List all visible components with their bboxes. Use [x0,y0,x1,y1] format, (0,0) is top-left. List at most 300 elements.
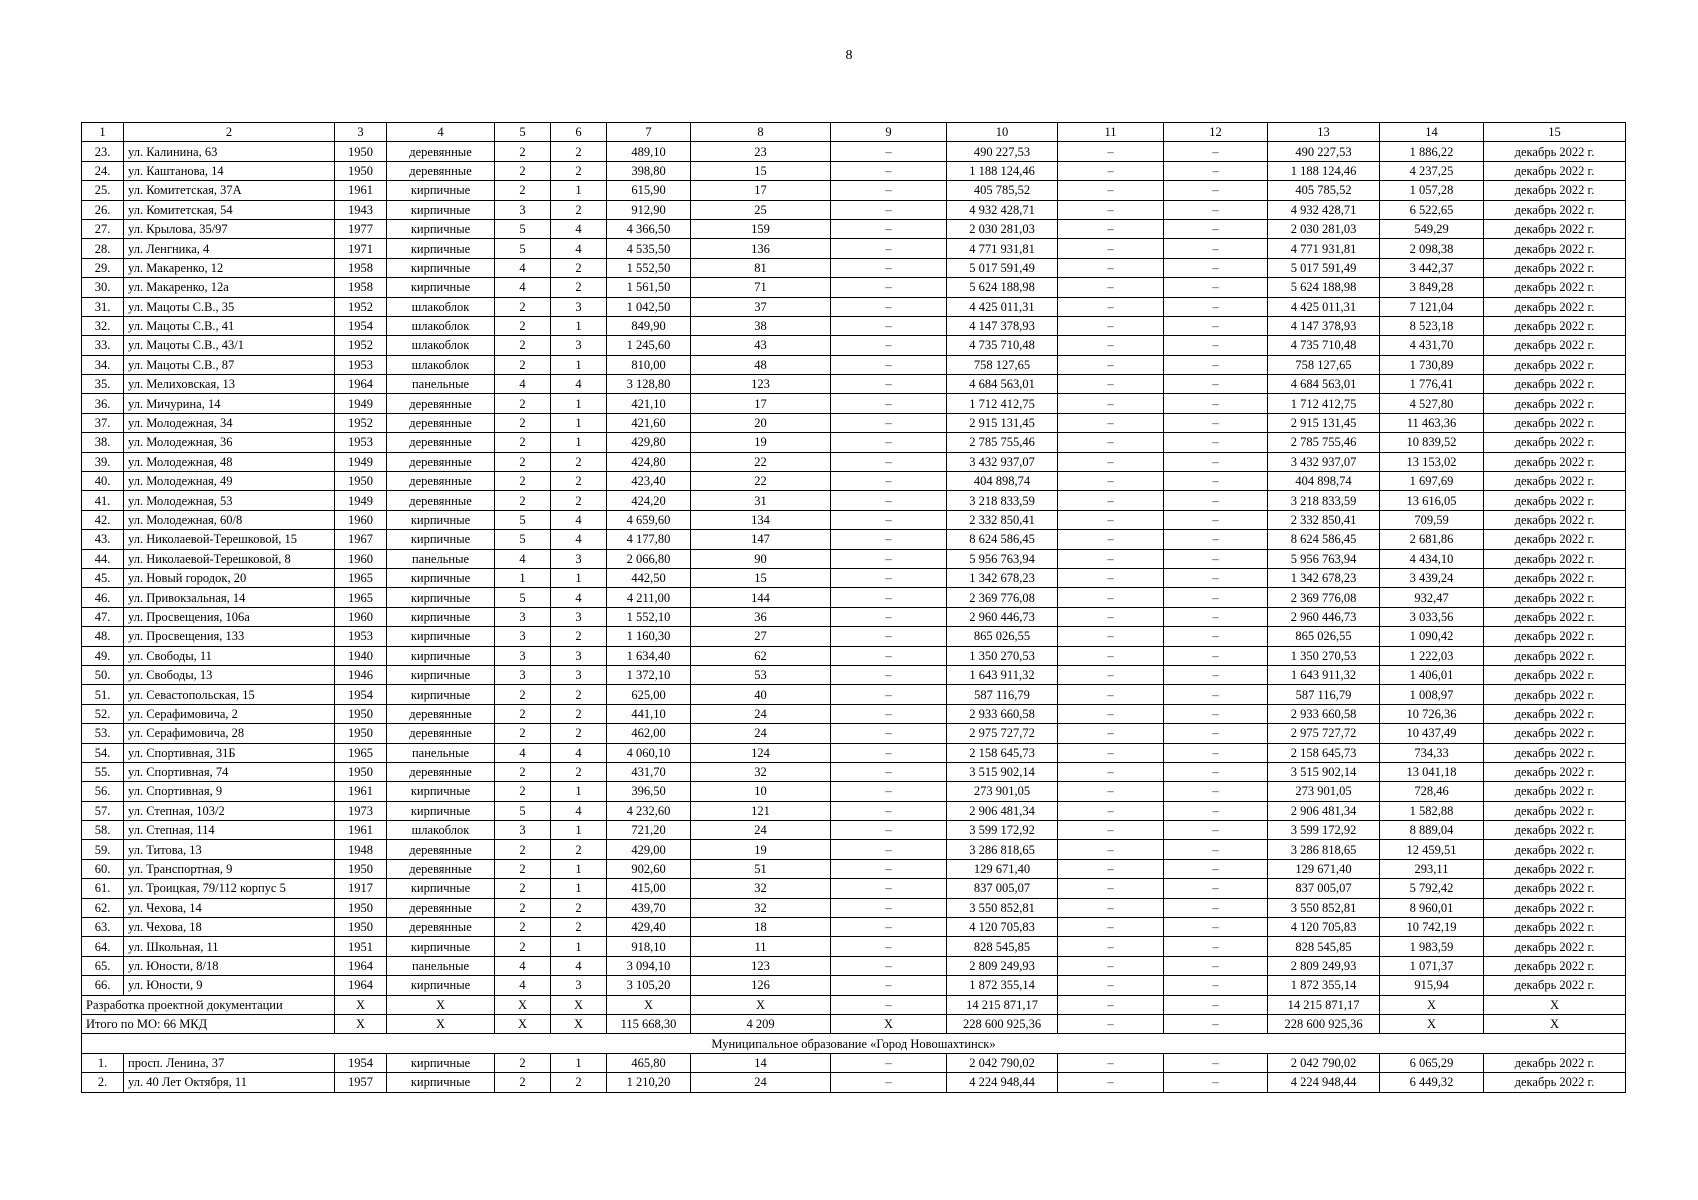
table-cell: 2 [551,142,607,161]
table-cell: 4 659,60 [607,510,691,529]
table-cell: – [831,821,947,840]
table-cell: 293,11 [1380,859,1484,878]
table-cell: – [1164,762,1268,781]
table-cell: 1952 [335,413,387,432]
table-cell: 1 730,89 [1380,355,1484,374]
table-cell: – [1164,355,1268,374]
table-cell: 4 431,70 [1380,336,1484,355]
table-cell: – [1058,510,1164,529]
table-cell: – [1164,665,1268,684]
table-cell: – [1058,161,1164,180]
table-cell: 12 459,51 [1380,840,1484,859]
table-cell: 421,60 [607,413,691,432]
table-row [82,549,1626,568]
table-cell: 5 792,42 [1380,879,1484,898]
table-cell: декабрь 2022 г. [1484,472,1626,491]
table-cell: – [831,918,947,937]
table-cell: 1 776,41 [1380,375,1484,394]
table-cell: кирпичные [387,627,495,646]
table-cell: декабрь 2022 г. [1484,530,1626,549]
table-cell: 2. [82,1073,124,1092]
table-cell: 1 245,60 [607,336,691,355]
table-cell: – [1164,607,1268,626]
table-cell: – [1058,704,1164,723]
table-cell: – [831,898,947,917]
table-cell: 48. [82,627,124,646]
table-cell: ул. Привокзальная, 14 [124,588,335,607]
table-cell: – [831,665,947,684]
table-cell: 31 [691,491,831,510]
table-cell: ул. Спортивная, 74 [124,762,335,781]
table-cell: 4 060,10 [607,743,691,762]
table-cell: Разработка проектной документации [82,995,335,1014]
table-cell: 1960 [335,510,387,529]
table-cell: декабрь 2022 г. [1484,568,1626,587]
section-title: Муниципальное образование «Город Новошахтинск» [82,1034,1626,1053]
table-cell: 4 434,10 [1380,549,1484,568]
table-cell: ул. Николаевой-Терешковой, 15 [124,530,335,549]
table-cell: – [1164,239,1268,258]
table-cell: – [831,782,947,801]
table-cell: декабрь 2022 г. [1484,879,1626,898]
table-cell: ул. Школьная, 11 [124,937,335,956]
table-cell: 1965 [335,588,387,607]
table-cell: ул. Чехова, 18 [124,918,335,937]
table-cell: 81 [691,258,831,277]
table-cell: 587 116,79 [947,685,1058,704]
table-cell: ул. Юности, 9 [124,976,335,995]
table-cell: 4 735 710,48 [947,336,1058,355]
table-cell: деревянные [387,142,495,161]
table-cell: панельные [387,549,495,568]
table-cell: декабрь 2022 г. [1484,588,1626,607]
table-cell: – [1164,840,1268,859]
table-cell: 828 545,85 [947,937,1058,956]
table-cell: декабрь 2022 г. [1484,316,1626,335]
table-cell: декабрь 2022 г. [1484,142,1626,161]
table-cell: 1 561,50 [607,278,691,297]
table-cell: – [831,704,947,723]
table-cell: ул. Комитетская, 37А [124,181,335,200]
table-cell: 625,00 [607,685,691,704]
table-cell: 55. [82,762,124,781]
table-cell: – [1164,937,1268,956]
header-cell: 7 [607,123,691,142]
table-cell: 13 616,05 [1380,491,1484,510]
table-cell: 3 [495,200,551,219]
table-cell: – [831,762,947,781]
table-cell: 2 [495,762,551,781]
table-cell: 837 005,07 [947,879,1058,898]
table-cell: 1943 [335,200,387,219]
table-cell: 4 [495,549,551,568]
table-cell: 3 [551,297,607,316]
table-cell: 10 437,49 [1380,724,1484,743]
table-cell: – [1058,762,1164,781]
table-cell: – [831,568,947,587]
table-cell: 2 066,80 [607,549,691,568]
table-cell: – [1058,840,1164,859]
table-cell: 1 188 124,46 [1268,161,1380,180]
table-cell: 37 [691,297,831,316]
table-cell: 53. [82,724,124,743]
table-cell: Итого по МО: 66 МКД [82,1014,335,1033]
table-cell: панельные [387,743,495,762]
table-cell: – [1058,394,1164,413]
table-cell: 3 [495,627,551,646]
table-cell: кирпичные [387,1053,495,1072]
table-cell: 405 785,52 [1268,181,1380,200]
table-cell: кирпичные [387,510,495,529]
table-cell: декабрь 2022 г. [1484,239,1626,258]
table-cell: 32 [691,898,831,917]
table-body [82,123,1626,1093]
table-cell: 121 [691,801,831,820]
table-cell: 1. [82,1053,124,1072]
table-cell: 1 [551,937,607,956]
table-cell: 15 [691,568,831,587]
table-cell: 4 [495,976,551,995]
table-cell: – [831,1073,947,1092]
table-cell: 2 369 776,08 [1268,588,1380,607]
table-cell: 421,10 [607,394,691,413]
table-cell: 2 [495,161,551,180]
header-cell: 14 [1380,123,1484,142]
table-cell: 2 042 790,02 [1268,1053,1380,1072]
table-cell: декабрь 2022 г. [1484,782,1626,801]
table-cell: 2 [495,394,551,413]
table-cell: 32. [82,316,124,335]
table-cell: 6 449,32 [1380,1073,1484,1092]
table-cell: 5 [495,239,551,258]
table-cell: – [831,530,947,549]
table-cell: 5 017 591,49 [947,258,1058,277]
table-cell: 1949 [335,491,387,510]
table-cell: 2 369 776,08 [947,588,1058,607]
table-cell: – [1164,1053,1268,1072]
table-cell: 2 030 281,03 [1268,219,1380,238]
table-cell: 3 442,37 [1380,258,1484,277]
table-cell: 865 026,55 [1268,627,1380,646]
table-cell: 14 [691,1053,831,1072]
table-cell: – [1058,1073,1164,1092]
table-cell: ул. Просвещения, 106а [124,607,335,626]
table-cell: 4 [551,743,607,762]
table-cell: 8 624 586,45 [1268,530,1380,549]
table-cell: 1961 [335,181,387,200]
table-row [82,239,1626,258]
table-cell: – [1164,336,1268,355]
table-cell: 159 [691,219,831,238]
table-cell: – [1164,859,1268,878]
table-cell: 4 684 563,01 [947,375,1058,394]
table-cell: – [831,258,947,277]
table-cell: 1 [495,568,551,587]
table-cell: – [1058,336,1164,355]
table-cell: 1950 [335,859,387,878]
table-cell: – [1164,821,1268,840]
table-cell: – [1164,200,1268,219]
table-cell: кирпичные [387,782,495,801]
table-cell: 4 [495,258,551,277]
table-cell: 1 [551,355,607,374]
table-cell: деревянные [387,859,495,878]
table-cell: 1 [551,782,607,801]
table-cell: Х [607,995,691,1014]
table-cell: 1958 [335,278,387,297]
table-cell: 64. [82,937,124,956]
table-cell: 2 [495,491,551,510]
table-cell: – [1164,316,1268,335]
table-row [82,181,1626,200]
table-cell: 4 [495,743,551,762]
table-cell: Х [1484,995,1626,1014]
table-cell: 136 [691,239,831,258]
table-cell: кирпичные [387,200,495,219]
table-cell: 2 809 249,93 [1268,956,1380,975]
table-cell: – [1058,452,1164,471]
table-cell: 915,94 [1380,976,1484,995]
table-cell: 1967 [335,530,387,549]
table-cell: – [831,510,947,529]
table-cell: – [831,801,947,820]
table-cell: – [831,297,947,316]
column-number-row [82,123,1626,142]
table-cell: 126 [691,976,831,995]
table-cell: 3 [495,646,551,665]
table-cell: 2 915 131,45 [1268,413,1380,432]
table-row [82,530,1626,549]
table-cell: 1940 [335,646,387,665]
table-cell: 24 [691,1073,831,1092]
table-cell: 228 600 925,36 [947,1014,1058,1033]
table-cell: декабрь 2022 г. [1484,452,1626,471]
table-cell: 1 210,20 [607,1073,691,1092]
table-cell: – [1164,568,1268,587]
table-cell: 1960 [335,607,387,626]
table-cell: – [1164,219,1268,238]
table-cell: 4 771 931,81 [1268,239,1380,258]
table-cell: декабрь 2022 г. [1484,724,1626,743]
table-cell: 24 [691,704,831,723]
table-cell: 4 [495,375,551,394]
table-cell: ул. Титова, 13 [124,840,335,859]
table-cell: панельные [387,375,495,394]
table-cell: 1977 [335,219,387,238]
table-cell: – [1058,491,1164,510]
table-cell: 62. [82,898,124,917]
table-cell: 129 671,40 [1268,859,1380,878]
table-row [82,219,1626,238]
table-cell: декабрь 2022 г. [1484,413,1626,432]
table-cell: 4 211,00 [607,588,691,607]
table-cell: – [1058,297,1164,316]
table-cell: – [1164,549,1268,568]
table-cell: – [1058,782,1164,801]
table-cell: – [831,840,947,859]
table-cell: – [1058,956,1164,975]
table-cell: 2 933 660,58 [947,704,1058,723]
table-cell: 2 [551,258,607,277]
table-row [82,665,1626,684]
table-cell: кирпичные [387,588,495,607]
table-cell: – [1164,646,1268,665]
table-cell: 4 [551,588,607,607]
table-cell: ул. 40 Лет Октября, 11 [124,1073,335,1092]
table-cell: 1 [551,394,607,413]
table-cell: – [831,549,947,568]
table-cell: 40. [82,472,124,491]
table-cell: 2 [551,840,607,859]
table-cell: – [1058,685,1164,704]
table-cell: 58. [82,821,124,840]
table-cell: 8 624 586,45 [947,530,1058,549]
table-cell: – [1164,297,1268,316]
table-cell: шлакоблок [387,821,495,840]
table-cell: 17 [691,394,831,413]
header-cell: 8 [691,123,831,142]
table-cell: 1 090,42 [1380,627,1484,646]
table-cell: 849,90 [607,316,691,335]
table-cell: 2 906 481,34 [947,801,1058,820]
table-cell: – [1164,879,1268,898]
table-cell: декабрь 2022 г. [1484,607,1626,626]
table-cell: 1 160,30 [607,627,691,646]
table-cell: 20 [691,413,831,432]
table-cell: 3 [495,665,551,684]
table-cell: – [1058,549,1164,568]
table-cell: 1961 [335,821,387,840]
table-cell: 4 [551,219,607,238]
table-cell: 758 127,65 [947,355,1058,374]
table-row [82,840,1626,859]
table-cell: – [1164,588,1268,607]
table-cell: ул. Спортивная, 9 [124,782,335,801]
table-cell: Х [387,1014,495,1033]
table-cell: 2 [495,782,551,801]
table-cell: – [1058,879,1164,898]
design-documentation-row [82,995,1626,1014]
header-cell: 6 [551,123,607,142]
table-cell: – [831,724,947,743]
table-cell: ул. Мичурина, 14 [124,394,335,413]
table-cell: – [1058,530,1164,549]
table-cell: – [1164,956,1268,975]
table-row [82,937,1626,956]
table-cell: 1958 [335,258,387,277]
table-cell: 46. [82,588,124,607]
table-cell: 60. [82,859,124,878]
housing-registry-table [81,122,1626,1093]
table-row [82,375,1626,394]
table-cell: 39. [82,452,124,471]
table-cell: деревянные [387,161,495,180]
table-cell: декабрь 2022 г. [1484,258,1626,277]
table-cell: 4 [551,956,607,975]
table-cell: 1 [551,821,607,840]
table-cell: 1 [551,879,607,898]
table-cell: 1964 [335,956,387,975]
table-cell: 2 [495,685,551,704]
table-cell: – [1058,976,1164,995]
table-cell: декабрь 2022 г. [1484,433,1626,452]
table-cell: 2 [551,161,607,180]
table-cell: 4 425 011,31 [947,297,1058,316]
table-cell: 3 218 833,59 [947,491,1058,510]
table-cell: 1 697,69 [1380,472,1484,491]
table-cell: 734,33 [1380,743,1484,762]
table-cell: 1964 [335,375,387,394]
table-cell: кирпичные [387,1073,495,1092]
table-cell: кирпичные [387,278,495,297]
table-cell: Х [691,995,831,1014]
table-cell: декабрь 2022 г. [1484,1073,1626,1092]
table-cell: 3 094,10 [607,956,691,975]
table-cell: декабрь 2022 г. [1484,859,1626,878]
table-cell: 1950 [335,142,387,161]
table-cell: – [831,607,947,626]
table-cell: – [831,937,947,956]
table-cell: – [1164,394,1268,413]
table-cell: декабрь 2022 г. [1484,394,1626,413]
table-cell: ул. Мацоты С.В., 35 [124,297,335,316]
table-cell: 758 127,65 [1268,355,1380,374]
table-cell: – [831,219,947,238]
table-cell: 5 [495,588,551,607]
table-cell: 5 956 763,94 [1268,549,1380,568]
table-cell: декабрь 2022 г. [1484,510,1626,529]
table-cell: 4 366,50 [607,219,691,238]
table-cell: 4 147 378,93 [1268,316,1380,335]
table-cell: 26. [82,200,124,219]
table-cell: 5 017 591,49 [1268,258,1380,277]
table-cell: 2 [495,859,551,878]
table-cell: – [1058,568,1164,587]
table-cell: – [831,472,947,491]
table-cell: 19 [691,433,831,452]
table-cell: 3 849,28 [1380,278,1484,297]
table-cell: 123 [691,375,831,394]
table-cell: 405 785,52 [947,181,1058,200]
table-row [82,161,1626,180]
table-cell: 1954 [335,316,387,335]
table-cell: 398,80 [607,161,691,180]
table-cell: кирпичные [387,665,495,684]
table-cell: 4 [551,239,607,258]
table-cell: 1964 [335,976,387,995]
table-cell: деревянные [387,840,495,859]
table-cell: 1 342 678,23 [1268,568,1380,587]
table-cell: 441,10 [607,704,691,723]
table-cell: деревянные [387,918,495,937]
table-cell: декабрь 2022 г. [1484,355,1626,374]
table-cell: – [831,336,947,355]
table-cell: 2 [551,724,607,743]
header-cell: 5 [495,123,551,142]
table-cell: – [831,743,947,762]
table-cell: – [1058,995,1164,1014]
table-cell: – [1058,142,1164,161]
table-cell: – [831,316,947,335]
table-cell: 1 342 678,23 [947,568,1058,587]
table-cell: 53 [691,665,831,684]
table-cell: 1948 [335,840,387,859]
table-cell: – [1164,258,1268,277]
table-cell: – [1164,413,1268,432]
table-cell: 24. [82,161,124,180]
table-cell: – [1058,937,1164,956]
table-cell: 10 726,36 [1380,704,1484,723]
